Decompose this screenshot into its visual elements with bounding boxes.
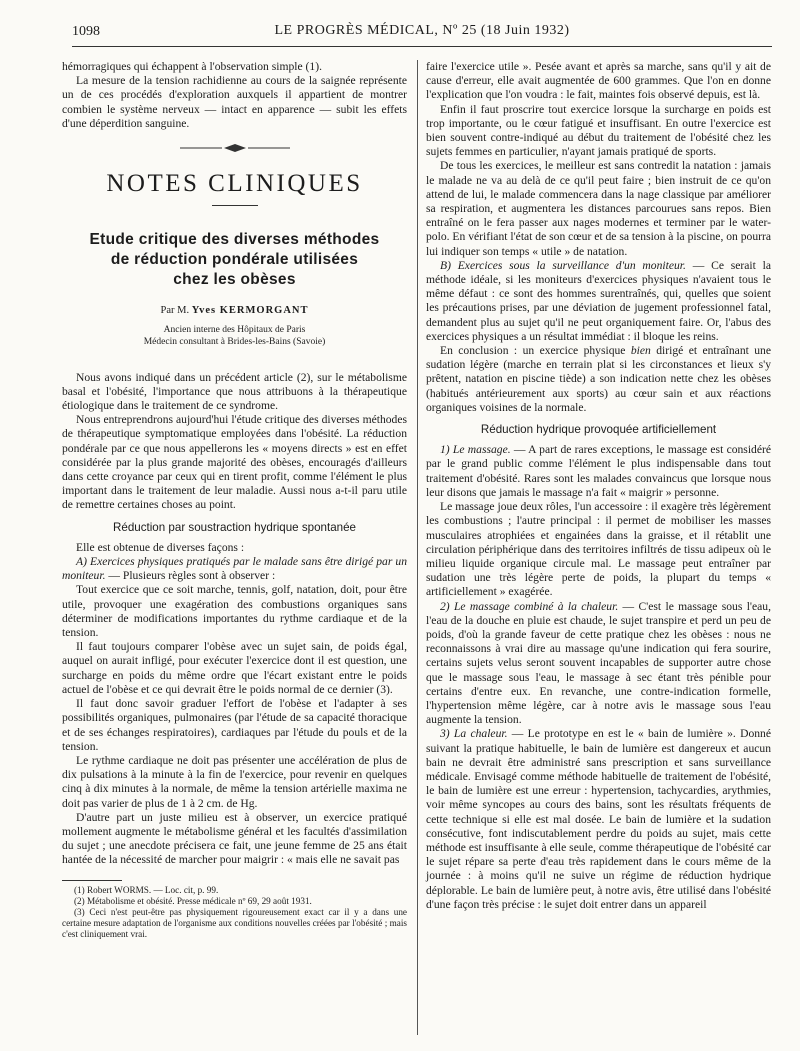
paragraph-b: [426, 259, 771, 344]
conclusion-emphasis: bien: [630, 344, 651, 358]
heading-massage-chaleur: 2) Le massage combiné à la chaleur.: [440, 599, 619, 613]
paragraph-intro-1: Nous avons indiqué dans un précédent article (2), sur le métabolisme basal et l'obésité, l'importance que nous attribuons à la thérapeutique étiologique dans le traitement de ce syndrome.: [62, 370, 407, 413]
heading-b: B) Exercices sous la surveillance d'un moniteur.: [440, 258, 686, 272]
author-name: Yves KERMORGANT: [191, 305, 309, 317]
heading-chaleur: 3) La chaleur.: [440, 727, 508, 741]
section-title: NOTES CLINIQUES: [106, 170, 363, 198]
byline: [62, 304, 407, 318]
affiliation-line: Ancien interne des Hôpitaux de Paris: [163, 324, 306, 335]
paragraph-massage: [426, 443, 771, 500]
header-rule: [72, 46, 772, 47]
column-divider: [417, 60, 418, 1035]
running-header: [72, 20, 772, 46]
article-title: [62, 230, 407, 290]
page-number: 1098: [72, 24, 100, 39]
footnote: (3) Ceci n'est peut-être pas physiquement rigoureusement exact car il y a dans une certaine mesure adaptation de l'organisme aux conditions nouvelles créées par l'obésité ; mais c'est cliniquement vrai.: [62, 906, 407, 939]
footnote-rule: [62, 880, 122, 881]
paragraph-chaleur-rest: — Le prototype en est le « bain de lumière ». Donné suivant la pratique habituelle, le bain de lumière est dangereux et aucun bain ne devrait être administré sans prescription et sans surveillance médicale. Envisagé comme méthode habituelle de traitement de l'obésité, le bain de lumière est une erreur : hypertension, tachycardies, arythmies, voir même syncopes au cours des bains, sont les résultats fréquents de cette technique si elle est mal dosée. Le bain de lumière et la sudation consécutive, font indiscutablement perdre du poids au sujet, mais cette méthode est insuffisante à elle seule, comme thérapeutique de l'obésité car le sujet répare sa perte d'eau très rapidement dans le cours même de la journée : à moins qu'il ne suive un régime de réduction hydrique déplorable. Le bain de lumière peut, à notre avis, être utilisé dans l'obésité d'une façon très précise : le sujet doit entrer dans un appareil: [426, 727, 771, 911]
paragraph-mesure: La mesure de la tension rachidienne au cours de la saignée représente un de ces procédés d'exploration auxquels il appartient de montrer combien le système nerveux — intact en apparence — subit les effets d'une déperdition sanguine.: [62, 74, 407, 130]
footnote: (1) Robert WORMS. — Loc. cit, p. 99.: [74, 884, 219, 895]
paragraph-a: [62, 555, 407, 583]
journal-title: LE PROGRÈS MÉDICAL, Nº 25 (18 Juin 1932): [274, 23, 570, 38]
ornament-divider: [62, 143, 407, 157]
paragraph-faut: Il faut toujours comparer l'obèse avec un sujet sain, de poids égal, auquel on aurait infligé, pour exécuter l'exercice dont il est question, une surcharge en poids du même ordre que l'écart existant entre le poids actuel de l'obèse et ce qui devrait être le poids normal de ce dernier (3).: [62, 640, 407, 696]
paragraph-milieu: D'autre part un juste milieu est à observer, un exercice pratiqué mollement augmente le métabolisme général et les facultés d'assimilation du sujet ; une anecdote précisera ce fait, une jeune femme de 25 ans était hantée de la nécessité de marcher pour maigrir : « mais elle ne savait pas: [62, 810, 407, 867]
paragraph-graduer: Il faut donc savoir graduer l'effort de l'obèse et l'adapter à ses possibilités organiques, pulmonaires (par l'étude de sa capacité thoracique et de ses échanges respiratoires), cardiaques par l'étude du pouls et de la tension.: [62, 697, 407, 753]
heading-massage: 1) Le massage.: [440, 443, 511, 457]
paragraph-a-rest: — Plusieurs règles sont à observer :: [105, 569, 276, 583]
paragraph-tous: De tous les exercices, le meilleur est sans contredit la natation : jamais le malade ne va au delà de ce qu'il peut faire ; bien instruit de ce qu'on attend de lui, le malade commencera dans la nage classique par améliorer sa respiration, et augmentera les distances parcourues sans repos. Bien entraîné on le fera passer aux nages modernes et terminer par le water-polo. En vérifiant l'état de son cœur et de sa tension à la piscine, on pourra lui indiquer son temps « utile » de natation.: [426, 159, 771, 258]
author-affiliation: [62, 324, 407, 349]
paragraph-massage-chaleur: [426, 600, 771, 728]
paragraph-rythme: Le rythme cardiaque ne doit pas présenter une accélération de plus de dix pulsations à la minute à la fin de l'exercice, pour revenir en quelques cinq à dix minutes à la normale, de même la tension artérielle maxima ne doit pas varier de plus de 1 à 2 cm. de Hg.: [62, 753, 407, 810]
paragraph-obtenue: Elle est obtenue de diverses façons :: [76, 540, 245, 554]
conclusion-text: dirigé et entraînant une sudation légère (marche en terrain plat si les circonstances et lieux s'y prêtent, natation en piscine tiède) a son indication nette chez les obèses (habitués antérieurement aux sports) au cœur sain et aux réactions organiques voisines de la normale.: [426, 344, 771, 414]
paragraph-massage-chaleur-rest: — C'est le massage sous l'eau, l'eau de la douche en pluie est chaude, le sujet transpire et perd un peu de poids, d'où la grande faveur de cette pratique chez les obèses : nous ne reconnaissons à vrai dire au massage qu'une indication qui fera sourire, certains sujets velus seront souvent incapables de supporter autre chose que le massage sous l'eau, le massage à sec étant très pénible pour certains d'entre eux. En revanche, une contre-indication formelle, l'hypertension même légère, car à notre avis le massage sous l'eau augmente la tension.: [426, 599, 771, 727]
paragraph-massage-rest: — A part de rares exceptions, le massage est considéré par le grand public comme l'élément le plus indispensable dans tout traitement d'obésité. Rares sont les malades convaincus que lorsque nous leur disons que jamais le massage n'a fait « maigrir » personne.: [426, 443, 771, 499]
section-rule: [212, 205, 258, 206]
continued-paragraph: hémorragiques qui échappent à l'observation simple (1).: [62, 60, 322, 73]
paragraph-b-rest: — Ce serait la méthode idéale, si les moniteurs d'exercices physiques n'avaient tous le même défaut : ce sont des hommes surentraînés, qui, quelles que soient les précautions prises, par une déviation de jugement professionnel fatal, demandent plus au sujet qu'il ne peut organiquement faire. Or, l'abus des exercices physiques a un résultat immédiat : il bloque les reins.: [426, 258, 771, 343]
conclusion-text: En conclusion : un exercice physique: [440, 344, 631, 358]
article-title-line: Etude critique des diverses méthodes: [89, 231, 380, 249]
paragraph-massage-joue: Le massage joue deux rôles, l'un accessoire : il exagère très légèrement les combustions ; l'autre principal : il permet de mobiliser les masses musculaires atrophiées et engainées dans la graisse, et il rétablit une circulation périphérique dans des territoires infiltrés de tissu adipeux où le milieu liquide organique circule mal. Le massage peut entraîner par sudation une très légère perte de poids, la plupart du temps « artificiellement » exagérée.: [426, 500, 771, 599]
paragraph-tout: Tout exercice que ce soit marche, tennis, golf, natation, doit, pour être utile, provoquer une exagération des combustions organiques sans déterminer de modifications importantes du rythme cardiaque et de la tension.: [62, 583, 407, 640]
right-column: [426, 60, 771, 912]
footnote: (2) Métabolisme et obésité. Presse médicale nº 69, 29 août 1931.: [74, 895, 312, 906]
paragraph-intro-2: Nous entreprendrons aujourd'hui l'étude critique des diverses méthodes de thérapeutique symptomatique employées dans l'obésité. La réduction pondérale par ce que nous appellerons les « moyens directs » est en effet considérée par la plus grande majorité des obèses, encouragés d'ailleurs dans cette croyance par ceux qui en tirent profit, comme l'élément le plus important dans le traitement de leur maladie. Aussi nous a-t-il paru utile de remettre certaines choses au point.: [62, 413, 407, 512]
continued-paragraph: faire l'exercice utile ». Pesée avant et après sa marche, sans qu'il y ait de cause d'erreur, elle avait augmentée de 600 grammes. Que l'on en donne l'explication que l'on voudra : le fait, maintes fois observé depuis, est là.: [426, 60, 771, 102]
byline-prefix: Par M.: [160, 305, 190, 317]
subheading-spontaneous: Réduction par soustraction hydrique spontanée: [113, 520, 356, 534]
heading-a: A) Exercices physiques pratiqués par le malade sans être dirigé par un moniteur.: [62, 555, 407, 583]
paragraph-chaleur: [426, 727, 771, 912]
article-title-line: chez les obèses: [173, 271, 296, 289]
paragraph-enfin: Enfin il faut proscrire tout exercice lorsque la surcharge en poids est trop importante, ou le cœur fatigué et insuffisant. En outre l'exercice est bien souvent contre-indiqué au début du traitement de l'obésité chez les sujets femmes en particulier, n'ayant jamais pratiqué de sports.: [426, 102, 771, 159]
subheading-artificial: Réduction hydrique provoquée artificiellement: [480, 423, 717, 437]
article-title-line: de réduction pondérale utilisées: [110, 251, 359, 269]
left-column: [62, 60, 407, 940]
affiliation-line: Médecin consultant à Brides-les-Bains (Savoie): [143, 337, 326, 348]
paragraph-conclusion: [426, 344, 771, 415]
